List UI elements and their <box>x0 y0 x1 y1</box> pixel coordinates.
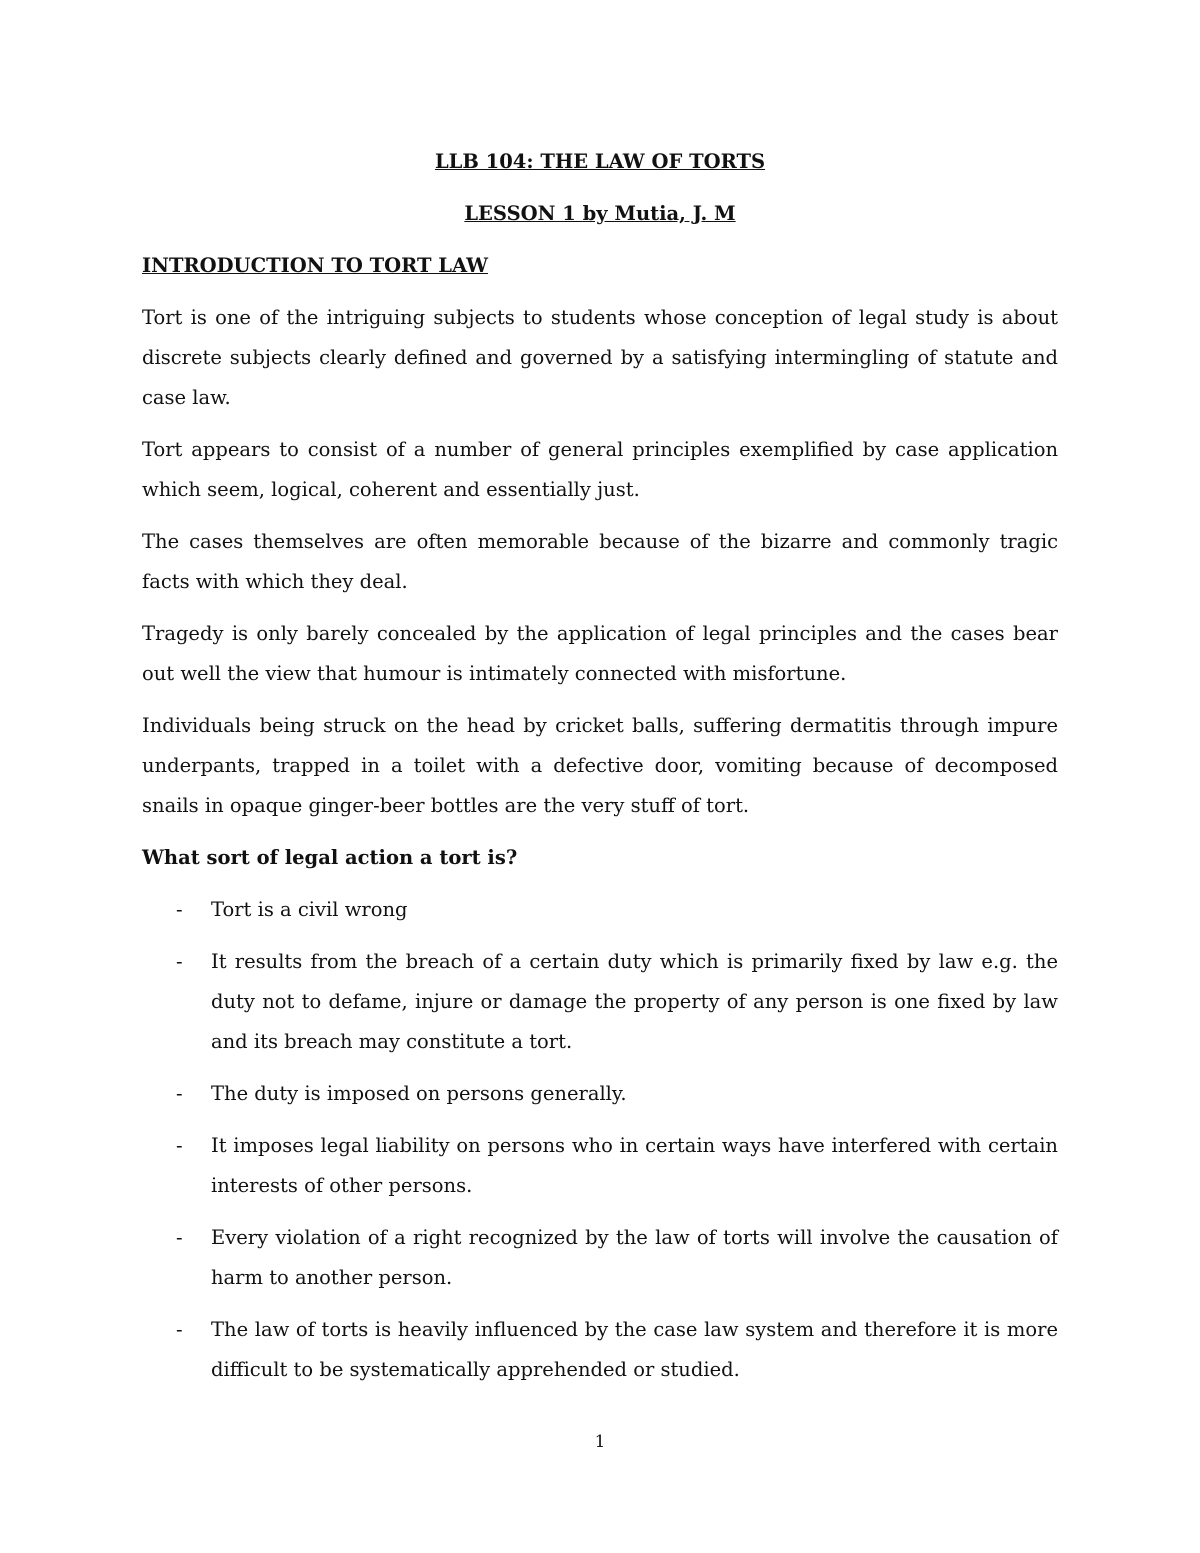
intro-heading: INTRODUCTION TO TORT LAW <box>142 254 489 277</box>
list-item-text: Tort is a civil wrong <box>211 898 408 921</box>
list-item <box>142 1126 1058 1206</box>
list-item <box>142 1074 1058 1114</box>
list-item-text: The law of torts is heavily influenced by the case law system and therefore it is more difficult to be systematically apprehended or studied. <box>211 1318 1058 1381</box>
page-number: 1 <box>594 1432 606 1452</box>
lesson-title: LESSON 1 by Mutia, J. M <box>464 202 736 225</box>
bullet-marker: - <box>176 898 183 921</box>
bullet-marker: - <box>176 1082 183 1105</box>
intro-paragraph: Tort is one of the intriguing subjects to students whose conception of legal study is about discrete subjects clearly defined and governed by a satisfying intermingling of statute and case law. <box>142 306 1058 409</box>
list-item <box>142 1310 1058 1390</box>
list-item-text: The duty is imposed on persons generally. <box>211 1082 627 1105</box>
bullet-list <box>142 890 1058 1390</box>
list-item-text: It imposes legal liability on persons who in certain ways have interfered with certain interests of other persons. <box>211 1134 1058 1197</box>
intro-paragraph: The cases themselves are often memorable because of the bizarre and commonly tragic facts with which they deal. <box>142 530 1058 593</box>
intro-paragraph: Individuals being struck on the head by cricket balls, suffering dermatitis through impure underpants, trapped in a toilet with a defective door, vomiting because of decomposed snails in opaque ginger-beer bottles are the very stuff of tort. <box>142 714 1058 817</box>
question-heading: What sort of legal action a tort is? <box>142 846 518 869</box>
list-item-text: It results from the breach of a certain duty which is primarily fixed by law e.g. the duty not to defame, injure or damage the property of any person is one fixed by law and its breach may constitute a tort. <box>211 950 1058 1053</box>
list-item-text: Every violation of a right recognized by the law of torts will involve the causation of harm to another person. <box>211 1226 1058 1289</box>
intro-paragraph: Tragedy is only barely concealed by the application of legal principles and the cases bear out well the view that humour is intimately connected with misfortune. <box>142 622 1058 685</box>
list-item <box>142 942 1058 1062</box>
bullet-marker: - <box>176 1318 183 1341</box>
bullet-marker: - <box>176 1226 183 1249</box>
list-item <box>142 1218 1058 1298</box>
bullet-marker: - <box>176 950 183 973</box>
intro-paragraph: Tort appears to consist of a number of general principles exemplified by case application which seem, logical, coherent and essentially just. <box>142 438 1058 501</box>
page-content <box>142 142 1058 1402</box>
bullet-marker: - <box>176 1134 183 1157</box>
course-title: LLB 104: THE LAW OF TORTS <box>434 150 766 173</box>
list-item <box>142 890 1058 930</box>
